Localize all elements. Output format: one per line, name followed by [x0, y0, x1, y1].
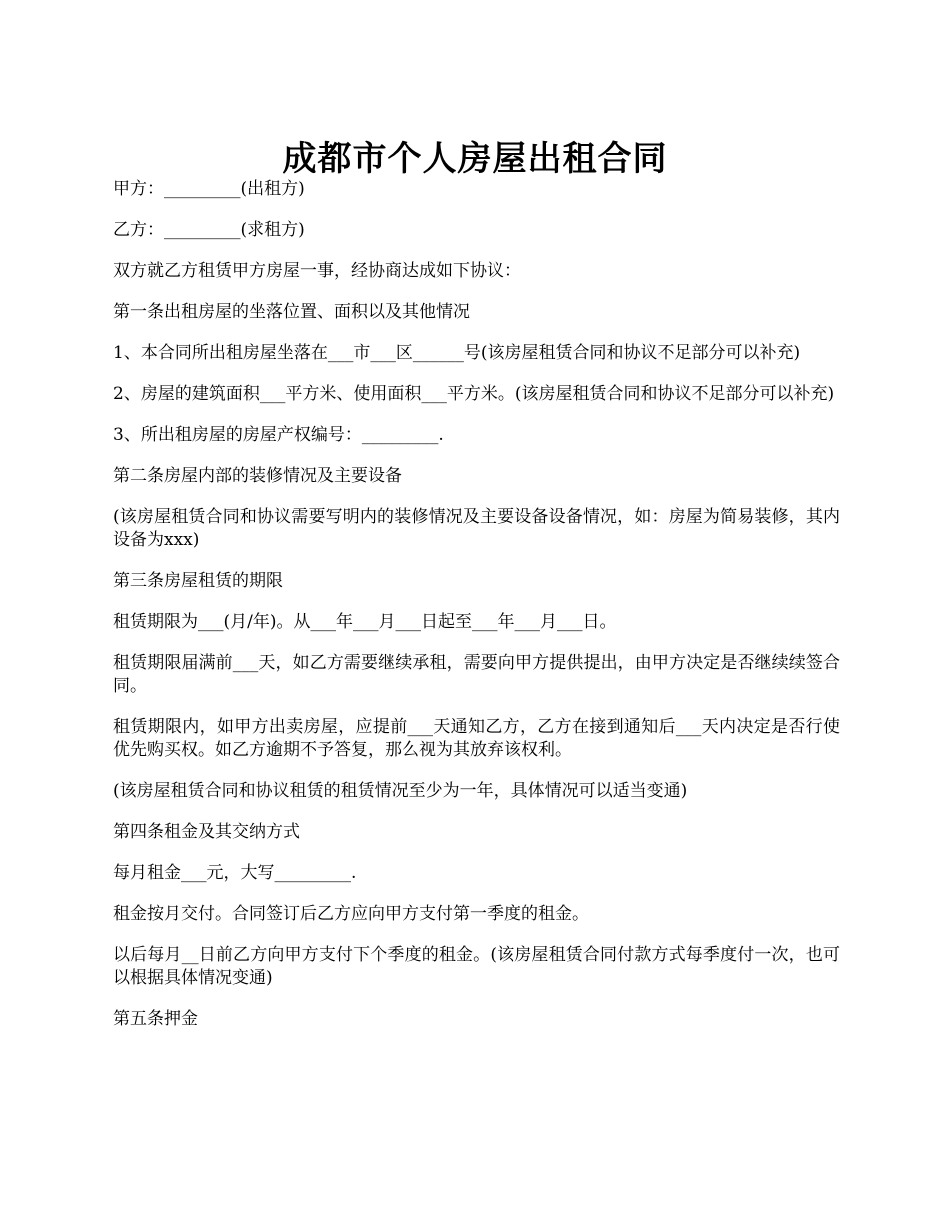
- article-1-item-2: 2、房屋的建筑面积___平方米、使用面积___平方米。(该房屋租赁合同和协议不足部分可以补充): [113, 384, 835, 404]
- document-title: 成都市个人房屋出租合同: [282, 138, 668, 179]
- lease-term-line: 租赁期限为___(月/年)。从___年___月___日起至___年___月___日。: [113, 612, 617, 632]
- subsequent-payment-clause: 以后每月__日前乙方向甲方支付下个季度的租金。(该房屋租赁合同付款方式每季度付一次，也可以根据具体情况变通): [113, 945, 840, 988]
- document-body: [113, 178, 840, 1049]
- article-1-heading: 第一条出租房屋的坐落位置、面积以及其他情况: [113, 302, 470, 322]
- article-3-heading: 第三条房屋租赁的期限: [113, 571, 283, 591]
- party-b-line: 乙方：_________(求租方): [113, 220, 305, 240]
- monthly-rent-line: 每月租金___元，大写_________.: [113, 863, 357, 883]
- article-2-note: (该房屋租赁合同和协议需要写明内的装修情况及主要设备设备情况，如：房屋为简易装修，其内设备为xxx): [113, 507, 840, 550]
- article-2-heading: 第二条房屋内部的装修情况及主要设备: [113, 466, 402, 486]
- lease-renewal-clause: 租赁期限届满前___天，如乙方需要继续承租，需要向甲方提供提出，由甲方决定是否继续续签合同。: [113, 653, 840, 696]
- article-1-item-3: 3、所出租房屋的房屋产权编号：_________.: [113, 425, 444, 445]
- agreement-intro: 双方就乙方租赁甲方房屋一事，经协商达成如下协议：: [113, 261, 521, 281]
- lease-term-note: (该房屋租赁合同和协议租赁的租赁情况至少为一年，具体情况可以适当变通): [113, 781, 688, 801]
- article-4-heading: 第四条租金及其交纳方式: [113, 822, 300, 842]
- rent-payment-clause: 租金按月交付。合同签订后乙方应向甲方支付第一季度的租金。: [113, 904, 589, 924]
- article-5-heading: 第五条押金: [113, 1009, 198, 1029]
- party-a-line: 甲方：_________(出租方): [113, 179, 305, 199]
- article-1-item-1: 1、本合同所出租房屋坐落在___市___区______号(该房屋租赁合同和协议不足部分可以补充): [113, 343, 801, 363]
- preemptive-right-clause: 租赁期限内，如甲方出卖房屋，应提前___天通知乙方，乙方在接到通知后___天内决定是否行使优先购买权。如乙方逾期不予答复，那么视为其放弃该权利。: [113, 717, 840, 760]
